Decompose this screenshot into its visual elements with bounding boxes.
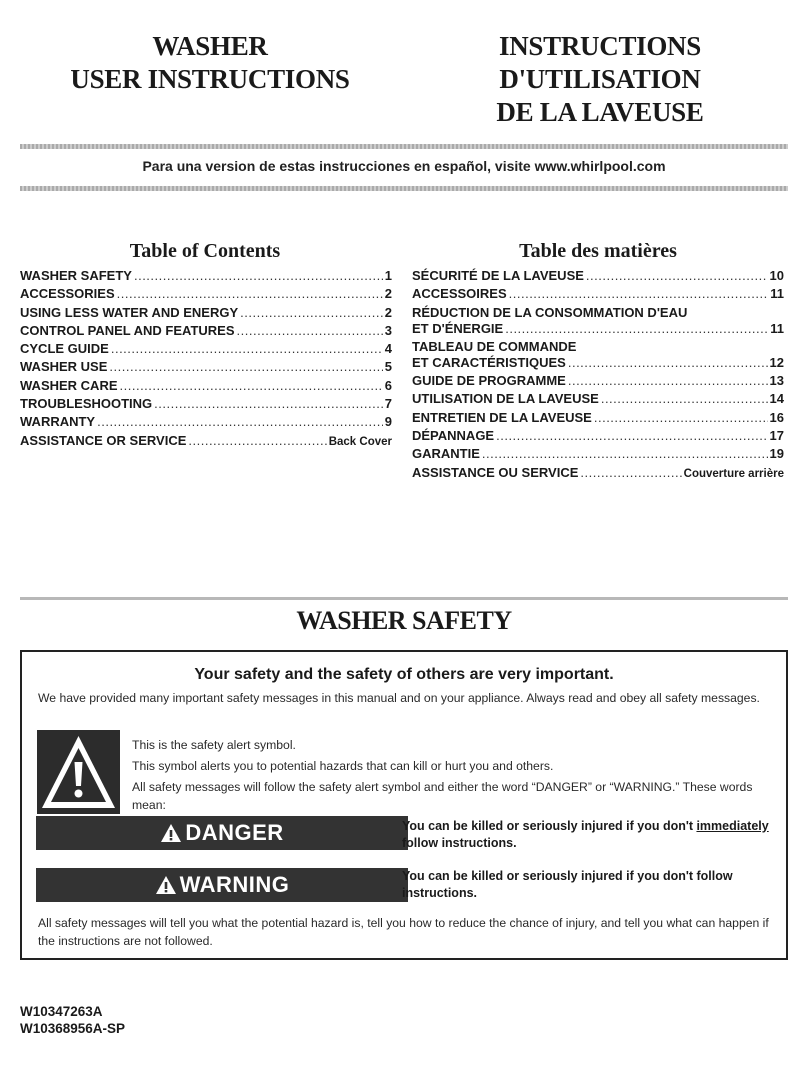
toc-page: 14 (769, 391, 784, 407)
toc-label: ACCESSOIRES (412, 286, 507, 302)
warning-banner (36, 868, 408, 902)
title-line: USER INSTRUCTIONS (70, 64, 350, 94)
toc-entry[interactable] (412, 373, 784, 391)
toc-heading-fr: Table des matières (519, 240, 677, 262)
toc-page: 19 (769, 446, 784, 462)
toc-entry[interactable] (20, 286, 392, 304)
toc-entry[interactable] (412, 355, 784, 373)
safety-footer: All safety messages will tell you what the potential hazard is, tell you how to reduce the chance of injury, and tell you what can happen if the instructions are not followed. (38, 916, 769, 948)
toc-page: 2 (384, 286, 392, 302)
toc-entry[interactable] (412, 410, 784, 428)
divider (20, 186, 788, 191)
toc-entry[interactable] (20, 305, 392, 323)
toc-label: USING LESS WATER AND ENERGY (20, 304, 239, 320)
toc-page: 10 (769, 268, 784, 283)
toc-label: SÉCURITÉ DE LA LAVEUSE (412, 268, 584, 283)
toc-page: 11 (770, 320, 784, 336)
toc-page: 6 (384, 377, 392, 393)
toc-page: 5 (384, 359, 392, 375)
toc-entry[interactable] (412, 339, 784, 355)
toc-label: WASHER SAFETY (20, 268, 132, 283)
danger-text: You can be killed or seriously injured if you don't immediately follow instructions. (402, 819, 769, 850)
toc-entry[interactable] (412, 446, 784, 464)
toc-entry[interactable] (20, 378, 392, 396)
toc-label: ET D'ÉNERGIE (412, 320, 504, 336)
title-line: D'UTILISATION (499, 64, 701, 94)
toc-page: 1 (384, 268, 392, 283)
toc-page: 11 (770, 286, 784, 302)
safety-heading: Your safety and the safety of others are very important. (194, 666, 614, 683)
title-line: INSTRUCTIONS (499, 31, 701, 61)
toc-label: CYCLE GUIDE (20, 341, 109, 357)
toc-label: GARANTIE (412, 446, 480, 462)
spanish-note: Para una version de estas instrucciones en español, visite www.whirlpool.com (142, 158, 666, 174)
toc-page: 9 (384, 414, 392, 430)
toc-entry[interactable] (412, 465, 784, 483)
toc-page: 2 (384, 304, 392, 320)
document-numbers (20, 1003, 125, 1037)
toc-page: Back Cover (328, 435, 392, 448)
toc-entry[interactable] (412, 321, 784, 339)
toc-label: CONTROL PANEL AND FEATURES (20, 322, 235, 338)
toc-label: WASHER USE (20, 359, 108, 375)
toc-label: DÉPANNAGE (412, 428, 495, 444)
toc-entry[interactable] (412, 268, 784, 286)
toc-entry[interactable] (412, 391, 784, 409)
emphasis: immediately (696, 819, 769, 833)
toc-entry[interactable] (20, 433, 392, 451)
toc-page: 13 (769, 373, 784, 389)
doc-number: W10368956A-SP (20, 1021, 126, 1036)
warning-label: WARNING (179, 872, 290, 897)
toc-label: ASSISTANCE OU SERVICE (412, 464, 579, 480)
toc-label: WARRANTY (20, 414, 96, 430)
toc-heading-en: Table of Contents (129, 240, 281, 262)
alert-line: This symbol alerts you to potential hazards that can kill or hurt you and others. (132, 759, 554, 773)
safety-intro: We have provided many important safety messages in this manual and on your appliance. Always read and obey all safety messages. (38, 691, 760, 705)
toc-entry[interactable] (412, 428, 784, 446)
toc-label: GUIDE DE PROGRAMME (412, 373, 566, 389)
toc-label: UTILISATION DE LA LAVEUSE (412, 391, 599, 407)
toc-en (20, 268, 392, 451)
toc-page: 3 (384, 322, 392, 338)
title-line: WASHER (152, 31, 268, 61)
toc-page: 4 (384, 341, 392, 357)
toc-label: ACCESSORIES (20, 286, 115, 302)
toc-label: TABLEAU DE COMMANDE (412, 338, 577, 354)
toc-entry[interactable] (412, 305, 784, 321)
toc-page: 17 (769, 428, 784, 444)
toc-page: Couverture arrière (683, 467, 784, 480)
alert-triangle-icon (155, 875, 177, 895)
toc-entry[interactable] (20, 341, 392, 359)
toc-entry[interactable] (20, 414, 392, 432)
toc-label: WASHER CARE (20, 377, 118, 393)
toc-entry[interactable] (20, 359, 392, 377)
toc-label: ENTRETIEN DE LA LAVEUSE (412, 409, 592, 425)
doc-number: W10347263A (20, 1004, 103, 1019)
title-line: DE LA LAVEUSE (496, 97, 704, 127)
toc-label: TROUBLESHOOTING (20, 396, 153, 412)
toc-entry[interactable] (20, 396, 392, 414)
toc-label: RÉDUCTION DE LA CONSOMMATION D'EAU (412, 304, 688, 320)
divider (20, 597, 788, 600)
section-title: WASHER SAFETY (296, 606, 512, 635)
alert-line: This is the safety alert symbol. (132, 738, 296, 752)
warning-text: You can be killed or seriously injured if you don't follow instructions. (402, 869, 733, 900)
toc-page: 7 (384, 396, 392, 412)
toc-page: 12 (769, 354, 784, 370)
safety-alert-icon (37, 730, 120, 814)
alert-line: All safety messages will follow the safety alert symbol and either the word “DANGER” or “WARNING.” These words mean: (132, 780, 753, 812)
danger-label: DANGER (185, 820, 284, 845)
toc-label: ASSISTANCE OR SERVICE (20, 432, 187, 448)
toc-fr (412, 268, 784, 483)
safety-box (20, 650, 788, 960)
french-title (455, 30, 745, 129)
alert-explanation (132, 736, 772, 817)
divider (20, 144, 788, 149)
alert-triangle-icon (160, 823, 182, 843)
english-title (60, 30, 360, 96)
toc-entry[interactable] (412, 286, 784, 304)
danger-banner (36, 816, 408, 850)
toc-entry[interactable] (20, 323, 392, 341)
toc-entry[interactable] (20, 268, 392, 286)
toc-label: ET CARACTÉRISTIQUES (412, 354, 566, 370)
toc-page: 16 (769, 409, 784, 425)
